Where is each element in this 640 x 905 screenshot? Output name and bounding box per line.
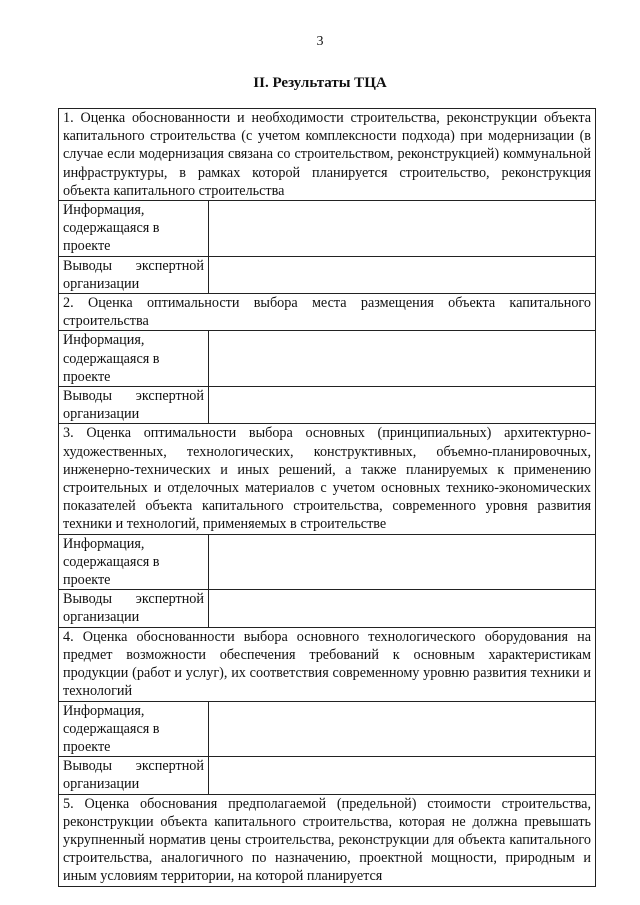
info-row bbox=[59, 201, 596, 257]
conclusions-label-line-2: организации bbox=[63, 609, 140, 626]
info-label: Информация, содержащаяся в проекте bbox=[59, 331, 209, 387]
conclusions-value-cell[interactable] bbox=[209, 757, 596, 794]
conclusions-label-line-2: организации bbox=[63, 776, 140, 793]
info-value-cell[interactable] bbox=[209, 201, 596, 257]
info-label: Информация, содержащаяся в проекте bbox=[59, 701, 209, 757]
conclusions-label bbox=[59, 590, 209, 627]
info-value-cell[interactable] bbox=[209, 534, 596, 590]
conclusions-value-cell[interactable] bbox=[209, 387, 596, 424]
section-heading-row bbox=[59, 424, 596, 534]
info-label: Информация, содержащаяся в проекте bbox=[59, 201, 209, 257]
info-row bbox=[59, 331, 596, 387]
section-heading: 3. Оценка оптимальности выбора основных (принципиальных) архитектурно-художественных, технологических, конструктивных, объемно-планировочных, инженерно-технических и иных решений, а также планируемых к применению строительных и отделочных материалов с учетом основных технико-экономических показателей объекта капитального строительства, современного уровня развития техники и технологий, применяемых в строительстве bbox=[59, 424, 596, 534]
conclusions-label bbox=[59, 387, 209, 424]
conclusions-row bbox=[59, 590, 596, 627]
conclusions-label-line-1: Выводы экспертной bbox=[63, 591, 204, 608]
conclusions-value-cell[interactable] bbox=[209, 590, 596, 627]
section-title: II. Результаты ТЦА bbox=[253, 75, 387, 91]
section-heading-row bbox=[59, 794, 596, 886]
section-heading: 4. Оценка обоснованности выбора основного технологического оборудования на предмет возможности обеспечения требований к основным характеристикам продукции (работ и услуг), их соответствия современному уровню развития техники и технологий bbox=[59, 627, 596, 701]
conclusions-label-line-2: организации bbox=[63, 406, 140, 423]
page-number: 3 bbox=[316, 34, 324, 49]
conclusions-row bbox=[59, 757, 596, 794]
conclusions-label-line-1: Выводы экспертной bbox=[63, 388, 204, 405]
conclusions-row bbox=[59, 387, 596, 424]
tca-results-table bbox=[58, 108, 596, 887]
info-value-cell[interactable] bbox=[209, 331, 596, 387]
conclusions-label bbox=[59, 256, 209, 293]
conclusions-label-line-2: организации bbox=[63, 275, 140, 292]
info-value-cell[interactable] bbox=[209, 701, 596, 757]
conclusions-label-line-1: Выводы экспертной bbox=[63, 257, 204, 274]
section-heading-row bbox=[59, 627, 596, 701]
section-heading: 5. Оценка обоснования предполагаемой (предельной) стоимости строительства, реконструкции объекта капитального строительства, которая не должна превышать укрупненный норматив цены строительства, реконструкции для объекта капитального строительства, аналогичного по назначению, проектной мощности, природным и иным условиям территории, на которой планируется bbox=[59, 794, 596, 886]
section-heading: 2. Оценка оптимальности выбора места размещения объекта капитального строительства bbox=[59, 294, 596, 331]
section-heading-row bbox=[59, 294, 596, 331]
conclusions-label-line-1: Выводы экспертной bbox=[63, 758, 204, 775]
info-row bbox=[59, 534, 596, 590]
conclusions-value-cell[interactable] bbox=[209, 256, 596, 293]
info-label: Информация, содержащаяся в проекте bbox=[59, 534, 209, 590]
section-heading-row bbox=[59, 109, 596, 201]
conclusions-row bbox=[59, 256, 596, 293]
section-heading: 1. Оценка обоснованности и необходимости строительства, реконструкции объекта капитального строительства (с учетом комплексности подхода) при модернизации (в случае если модернизация связана со строительством, реконструкцией) коммунальной инфраструктуры, в рамках которой планируется строительство, реконструкция объекта капитального строительства bbox=[59, 109, 596, 201]
info-row bbox=[59, 701, 596, 757]
conclusions-label bbox=[59, 757, 209, 794]
